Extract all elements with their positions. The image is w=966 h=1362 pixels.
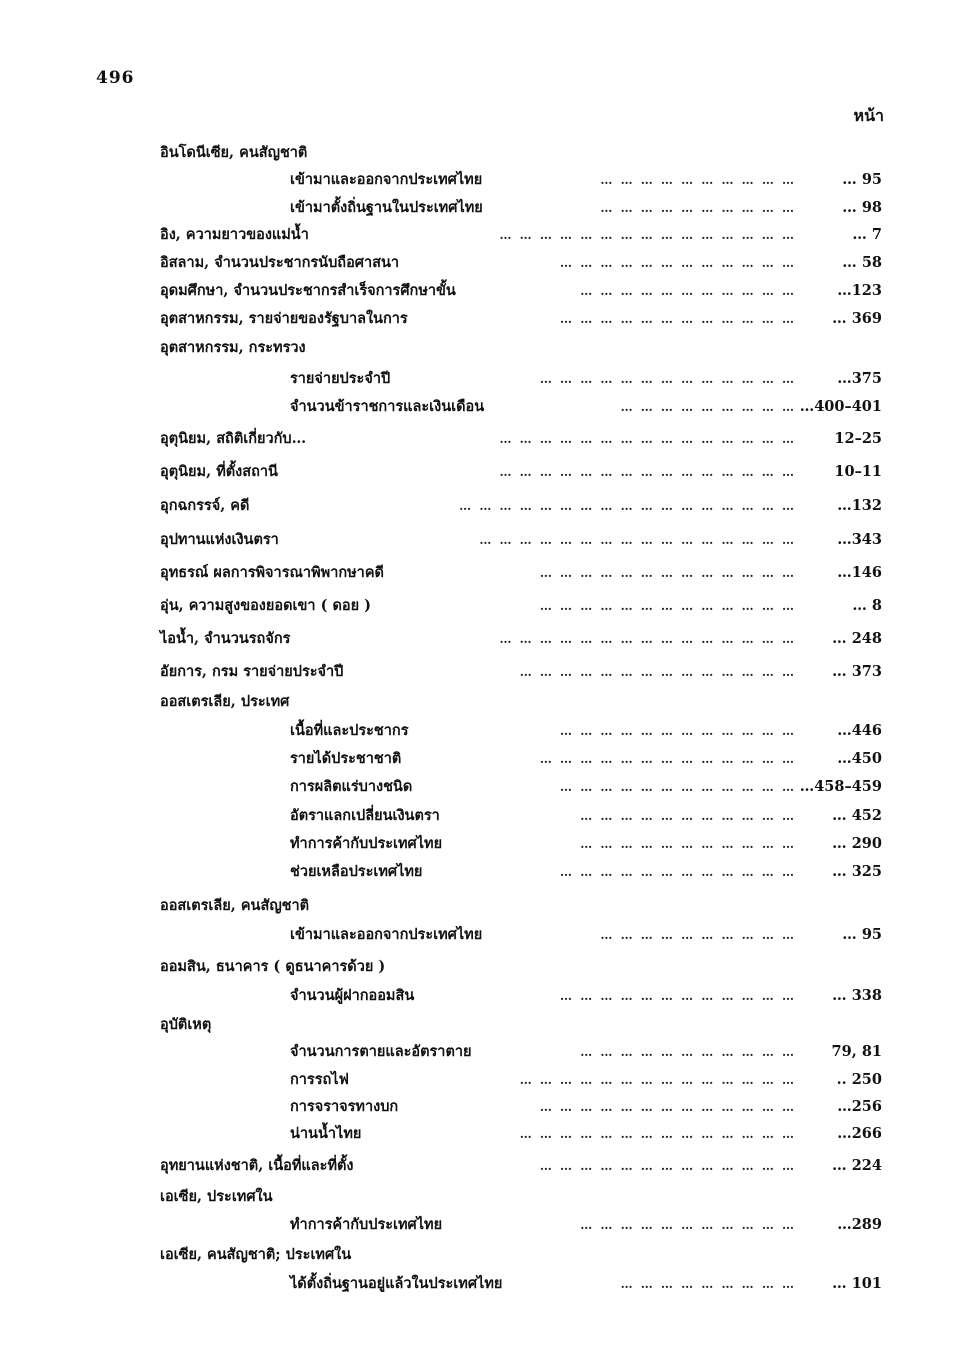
- dot-leader: … … … … … … … … … … … … … … …: [499, 228, 796, 242]
- dot-leader: … … … … … … … … … … … … … … …: [499, 632, 796, 646]
- dot-leader: … … … … … … … … … …: [600, 201, 796, 215]
- entry-page-ref: … 373: [832, 663, 882, 680]
- index-entry: [0, 1095, 966, 1119]
- entry-subterm: เข้ามาและออกจากประเทศไทย: [290, 926, 483, 943]
- index-entry: [0, 1185, 966, 1209]
- entry-term: เอเซีย, คนสัญชาติ; ประเทศใน: [160, 1246, 352, 1263]
- dot-leader: … … … … … … … … … … … …: [560, 312, 796, 326]
- entry-term: อินโดนีเซีย, คนสัญชาติ: [160, 144, 308, 161]
- dot-leader: … … … … … … … … … … … … …: [539, 599, 796, 613]
- entry-term: อุกฉกรรจ์, คดี: [160, 497, 250, 514]
- index-entry: [0, 395, 966, 419]
- index-entry: [0, 627, 966, 651]
- dot-leader: … … … … … … … … … … …: [580, 284, 796, 298]
- entry-page-ref: … 369: [832, 310, 882, 327]
- entry-page-ref: … 338: [832, 987, 882, 1004]
- entry-term: ออสเตรเลีย, คนสัญชาติ: [160, 897, 310, 914]
- entry-term: ไอน้ำ, จำนวนรถจักร: [160, 630, 291, 647]
- entry-page-ref: … 224: [832, 1157, 882, 1174]
- entry-page-ref: …123: [837, 282, 882, 299]
- entry-page-ref: … 290: [832, 835, 882, 852]
- index-entry: [0, 1272, 966, 1296]
- entry-subterm: จำนวนผู้ฝากออมสิน: [290, 987, 415, 1004]
- dot-leader: … … … … … … … … … … … … … …: [519, 1073, 796, 1087]
- index-entry: [0, 196, 966, 220]
- dot-leader: … … … … … … … … … … … … …: [539, 1159, 796, 1173]
- entry-term: อุตุนิยม, สถิติเกี่ยวกับ…: [160, 430, 307, 447]
- index-entry: [0, 690, 966, 714]
- entry-term: ออสเตรเลีย, ประเทศ: [160, 693, 290, 710]
- index-entry: [0, 775, 966, 799]
- entry-page-ref: …343: [837, 531, 882, 548]
- entry-term: อุบัติเหตุ: [160, 1016, 212, 1033]
- entry-page-ref: … 325: [832, 863, 882, 880]
- index-entry: [0, 955, 966, 979]
- entry-term: ออมสิน, ธนาคาร ( ดูธนาคารด้วย ): [160, 958, 386, 975]
- entry-page-ref: 10–11: [834, 463, 882, 480]
- index-entry: [0, 1013, 966, 1037]
- entry-term: เอเซีย, ประเทศใน: [160, 1188, 273, 1205]
- dot-leader: … … … … … … … … … … …: [580, 837, 796, 851]
- entry-subterm: อัตราแลกเปลี่ยนเงินตรา: [290, 807, 440, 824]
- entry-subterm: ช่วยเหลือประเทศไทย: [290, 863, 423, 880]
- entry-subterm: การผลิตแร่บางชนิด: [290, 778, 413, 795]
- entry-page-ref: … 95: [842, 926, 882, 943]
- dot-leader: … … … … … … … … … … … … …: [539, 372, 796, 386]
- dot-leader: … … … … … … … … …: [620, 1277, 796, 1291]
- entry-page-ref: … 8: [852, 597, 882, 614]
- index-entry: [0, 1068, 966, 1092]
- index-entry: [0, 594, 966, 618]
- dot-leader: … … … … … … … … …: [620, 400, 796, 414]
- entry-term: อุตุนิยม, ที่ตั้งสถานี: [160, 463, 278, 480]
- index-entry: [0, 307, 966, 331]
- dot-leader: … … … … … … … … … … … … … … …: [499, 432, 796, 446]
- entry-term: อัยการ, กรม รายจ่ายประจำปี: [160, 663, 344, 680]
- entry-page-ref: … 101: [832, 1275, 882, 1292]
- entry-page-ref: …400–401: [799, 398, 882, 415]
- dot-leader: … … … … … … … … … … …: [580, 1045, 796, 1059]
- dot-leader: … … … … … … … … … … … …: [560, 256, 796, 270]
- entry-subterm: จำนวนข้าราชการและเงินเดือน: [290, 398, 485, 415]
- entry-subterm: น่านน้ำไทย: [290, 1125, 362, 1142]
- entry-term: อิสลาม, จำนวนประชากรนับถือศาสนา: [160, 254, 400, 271]
- dot-leader: … … … … … … … … … … … …: [560, 989, 796, 1003]
- entry-page-ref: 79, 81: [831, 1043, 882, 1060]
- entry-page-ref: 12–25: [834, 430, 882, 447]
- dot-leader: … … … … … … … … … … … … … … … …: [479, 533, 796, 547]
- index-entry: [0, 223, 966, 247]
- entry-page-ref: … 58: [842, 254, 882, 271]
- entry-subterm: การจราจรทางบก: [290, 1098, 399, 1115]
- index-entry: [0, 832, 966, 856]
- index-entry: [0, 336, 966, 360]
- entry-term: อุตสาหกรรม, รายจ่ายของรัฐบาลในการ: [160, 310, 408, 327]
- index-entry: [0, 1122, 966, 1146]
- index-entry: [0, 251, 966, 275]
- entry-subterm: ทำการค้ากับประเทศไทย: [290, 835, 443, 852]
- entry-page-ref: …132: [837, 497, 882, 514]
- entry-page-ref: …256: [837, 1098, 882, 1115]
- entry-term: อุทยานแห่งชาติ, เนื้อที่และที่ตั้ง: [160, 1157, 354, 1174]
- entry-subterm: เข้ามาตั้งถิ่นฐานในประเทศไทย: [290, 199, 483, 216]
- entry-page-ref: …266: [837, 1125, 882, 1142]
- index-entry: [0, 494, 966, 518]
- page-column-label: หน้า: [853, 106, 884, 125]
- dot-leader: … … … … … … … … … … … … … …: [519, 1127, 796, 1141]
- index-entry: [0, 528, 966, 552]
- entry-page-ref: … 452: [832, 807, 882, 824]
- entry-subterm: รายจ่ายประจำปี: [290, 370, 391, 387]
- dot-leader: … … … … … … … … … …: [600, 928, 796, 942]
- entry-page-ref: …146: [837, 564, 882, 581]
- entry-page-ref: … 95: [842, 171, 882, 188]
- entry-page-ref: … 98: [842, 199, 882, 216]
- entry-page-ref: …289: [837, 1216, 882, 1233]
- entry-term: อุปทานแห่งเงินตรา: [160, 531, 279, 548]
- dot-leader: … … … … … … … … … … …: [580, 1218, 796, 1232]
- index-entry: [0, 894, 966, 918]
- index-entry: [0, 367, 966, 391]
- index-entry: [0, 561, 966, 585]
- index-entry: [0, 804, 966, 828]
- entry-page-ref: …446: [837, 722, 882, 739]
- entry-term: อุตสาหกรรม, กระทรวง: [160, 339, 306, 356]
- entry-page-ref: …450: [837, 750, 882, 767]
- index-entry: [0, 1213, 966, 1237]
- index-entry: [0, 747, 966, 771]
- index-entry: [0, 279, 966, 303]
- index-entry: [0, 984, 966, 1008]
- entry-subterm: จำนวนการตายและอัตราตาย: [290, 1043, 472, 1060]
- entry-term: อุดมศึกษา, จำนวนประชากรสำเร็จการศึกษาขั้น: [160, 282, 456, 299]
- index-entry: [0, 1040, 966, 1064]
- entry-term: อุ่น, ความสูงของยอดเขา ( ดอย ): [160, 597, 372, 614]
- entry-page-ref: …458–459: [799, 778, 882, 795]
- index-entry: [0, 427, 966, 451]
- index-entry: [0, 141, 966, 165]
- entry-term: อิง, ความยาวของแม่น้ำ: [160, 226, 309, 243]
- dot-leader: … … … … … … … … … … … … …: [539, 752, 796, 766]
- dot-leader: … … … … … … … … … …: [600, 173, 796, 187]
- entry-subterm: ทำการค้ากับประเทศไทย: [290, 1216, 443, 1233]
- index-entry: [0, 1154, 966, 1178]
- index-entry: [0, 719, 966, 743]
- dot-leader: … … … … … … … … … … …: [580, 809, 796, 823]
- entry-page-ref: …375: [837, 370, 882, 387]
- dot-leader: … … … … … … … … … … … … … … … … …: [459, 499, 796, 513]
- entry-page-ref: .. 250: [836, 1071, 882, 1088]
- entry-subterm: ได้ตั้งถิ่นฐานอยู่แล้วในประเทศไทย: [290, 1275, 503, 1292]
- entry-subterm: เนื้อที่และประชากร: [290, 722, 409, 739]
- dot-leader: … … … … … … … … … … … … …: [539, 566, 796, 580]
- entry-subterm: รายได้ประชาชาติ: [290, 750, 402, 767]
- dot-leader: … … … … … … … … … … … … … …: [519, 665, 796, 679]
- entry-term: อุทธรณ์ ผลการพิจารณาพิพากษาคดี: [160, 564, 384, 581]
- dot-leader: … … … … … … … … … … … … …: [539, 1100, 796, 1114]
- entry-page-ref: … 7: [852, 226, 882, 243]
- index-entry: [0, 168, 966, 192]
- index-entry: [0, 660, 966, 684]
- index-entry: [0, 923, 966, 947]
- index-entry: [0, 1243, 966, 1267]
- dot-leader: … … … … … … … … … … … … … … …: [499, 465, 796, 479]
- page-number: 496: [96, 68, 135, 88]
- entry-subterm: การรถไฟ: [290, 1071, 349, 1088]
- index-entry: [0, 860, 966, 884]
- index-entry: [0, 460, 966, 484]
- dot-leader: … … … … … … … … … … … …: [560, 865, 796, 879]
- dot-leader: … … … … … … … … … … … …: [560, 780, 796, 794]
- dot-leader: … … … … … … … … … … … …: [560, 724, 796, 738]
- entry-page-ref: … 248: [832, 630, 882, 647]
- entry-subterm: เข้ามาและออกจากประเทศไทย: [290, 171, 483, 188]
